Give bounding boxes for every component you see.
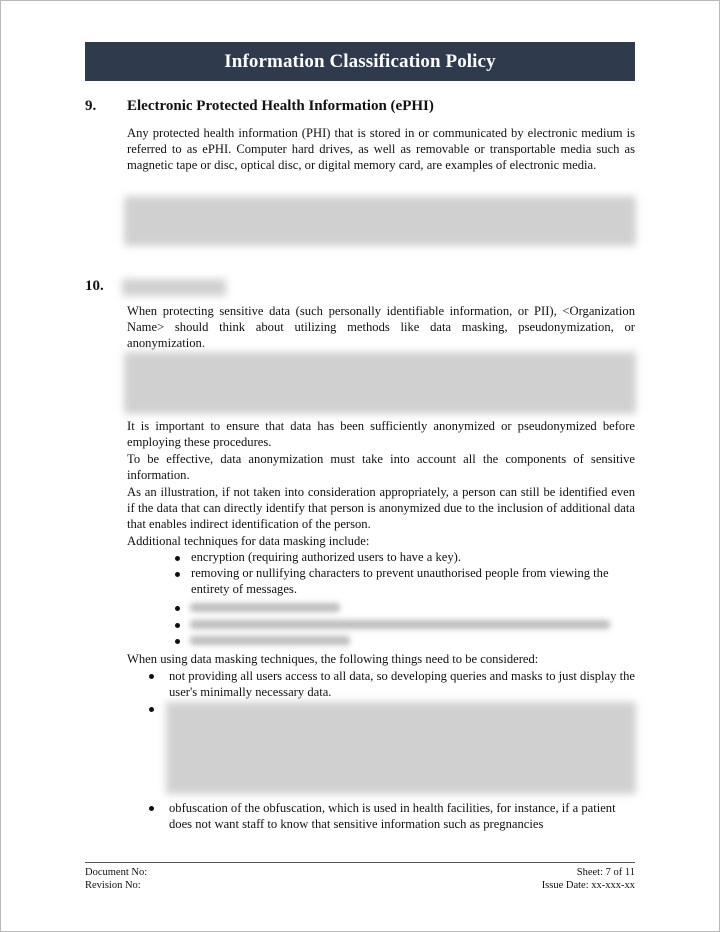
bullet-icon xyxy=(175,556,180,561)
effectiveness-paragraph: To be effective, data anonymization must take into account all the components of sensitive information. xyxy=(127,452,635,483)
document-number: Document No: xyxy=(85,867,148,878)
bullet-icon xyxy=(149,674,154,679)
redacted-heading xyxy=(122,279,226,296)
section-title: Electronic Protected Health Information (ePHI) xyxy=(127,98,434,114)
techniques-intro: Additional techniques for data masking include: xyxy=(127,534,370,548)
considerations-intro: When using data masking techniques, the following things need to be considered: xyxy=(127,652,539,666)
consideration-item: obfuscation of the obfuscation, which is used in health facilities, for instance, if a patient does not want staff to know that sensitive information such as pregnancies xyxy=(169,801,616,832)
redacted-paragraph xyxy=(124,196,636,246)
bullet-icon xyxy=(149,806,154,811)
section-number: 10. xyxy=(85,278,104,294)
redacted-paragraph xyxy=(166,702,636,794)
revision-number: Revision No: xyxy=(85,880,141,891)
redacted-bullet-text xyxy=(190,620,610,629)
bullet-icon xyxy=(175,572,180,577)
bullet-icon xyxy=(175,639,180,644)
section-9-heading xyxy=(85,98,434,115)
redacted-paragraph xyxy=(124,352,636,414)
footer-divider xyxy=(85,862,635,863)
section-10-heading xyxy=(85,278,127,295)
footer-left xyxy=(85,866,147,892)
consideration-item: not providing all users access to all data, so developing queries and masks to just display the user's minimally necessary data. xyxy=(169,669,635,700)
document-title-bar xyxy=(85,42,635,81)
section-number: 9. xyxy=(85,98,97,114)
anonymization-paragraph: It is important to ensure that data has been sufficiently anonymized or pseudonymized before employing these procedures. xyxy=(127,419,635,450)
footer-right xyxy=(485,866,635,892)
bullet-icon xyxy=(149,707,154,712)
illustration-paragraph: As an illustration, if not taken into consideration appropriately, a person can still be identified even if the data that can directly identify that person is anonymized due to the inclusion of additional data that enables indirect identification of the person. xyxy=(127,485,635,532)
bullet-icon xyxy=(175,623,180,628)
section-9-paragraph: Any protected health information (PHI) that is stored in or communicated by electronic medium is referred to as ePHI. Computer hard drives, as well as removable or transportable media such as magnetic tape or disc, optical disc, or digital memory card, are examples of electronic media. xyxy=(127,126,635,173)
sheet-number: Sheet: 7 of 11 xyxy=(576,867,635,878)
section-10-intro-paragraph: When protecting sensitive data (such personally identifiable information, or PII), <Organization Name> should think about utilizing methods like data masking, pseudonymization, or anonymization. xyxy=(127,304,635,351)
technique-item: removing or nullifying characters to prevent unauthorised people from viewing the entirety of messages. xyxy=(191,566,609,597)
issue-date: Issue Date: xx-xxx-xx xyxy=(541,880,635,891)
redacted-bullet-text xyxy=(190,636,350,645)
document-title: Information Classification Policy xyxy=(224,50,496,72)
technique-item: encryption (requiring authorized users to have a key). xyxy=(191,550,461,564)
bullet-icon xyxy=(175,606,180,611)
redacted-bullet-text xyxy=(190,603,340,612)
